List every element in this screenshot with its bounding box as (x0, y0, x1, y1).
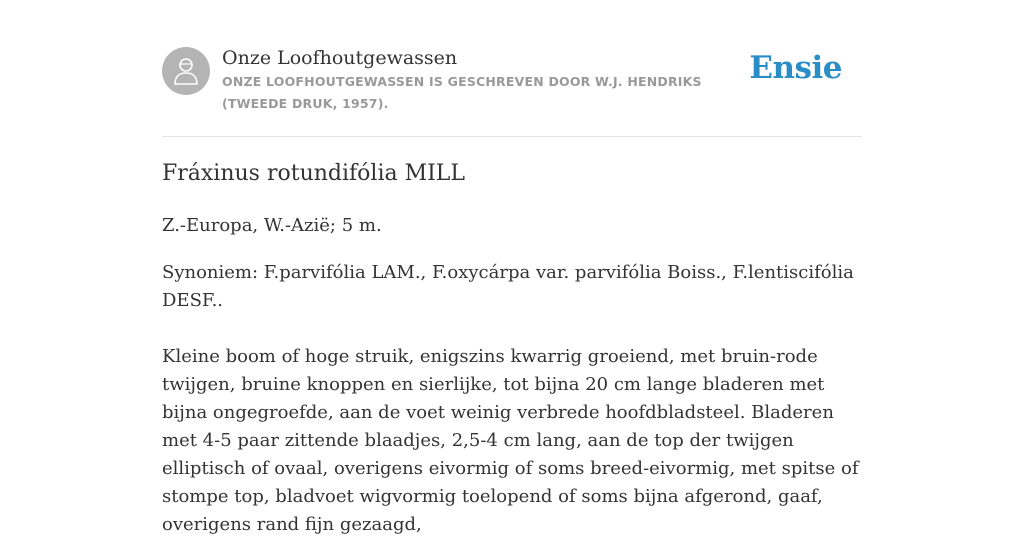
entry-content (162, 158, 862, 539)
brand-logo[interactable]: Ensie (749, 50, 842, 86)
entry-description: Kleine boom of hoge struik, enigszins kwarrig groeiend, met bruin-rode twijgen, bruine knoppen en sierlijke, tot bijna 20 cm lange bladeren met bijna ongegroefde, aan de voet weinig verbrede hoofdbladsteel. Bladeren met 4-5 paar zittende blaadjes, 2,5-4 cm lang, aan de top der twijgen elliptisch of ovaal, overigens eivormig of soms breed-eivormig, met spitse of stompe top, bladvoet wigvormig toelopend of soms bijna afgerond, gaaf, overigens rand fijn gezaagd, (162, 346, 859, 535)
source-title[interactable]: Onze Loofhoutgewassen (222, 47, 458, 69)
avatar[interactable] (162, 47, 210, 95)
source-info (222, 46, 752, 115)
entry-region: Z.-Europa, W.-Azië; 5 m. (162, 215, 382, 236)
entry-title: Fráxinus rotundifólia MILL (162, 161, 466, 186)
entry-synonyms: Synoniem: F.parvifólia LAM., F.oxycárpa var. parvifólia Boiss., F.lentiscifólia DESF.. (162, 262, 854, 311)
source-header (162, 46, 862, 137)
user-silhouette-icon (173, 56, 199, 86)
source-description: ONZE LOOFHOUTGEWASSEN IS GESCHREVEN DOOR W.J. HENDRIKS (TWEEDE DRUK, 1957). (222, 74, 702, 111)
